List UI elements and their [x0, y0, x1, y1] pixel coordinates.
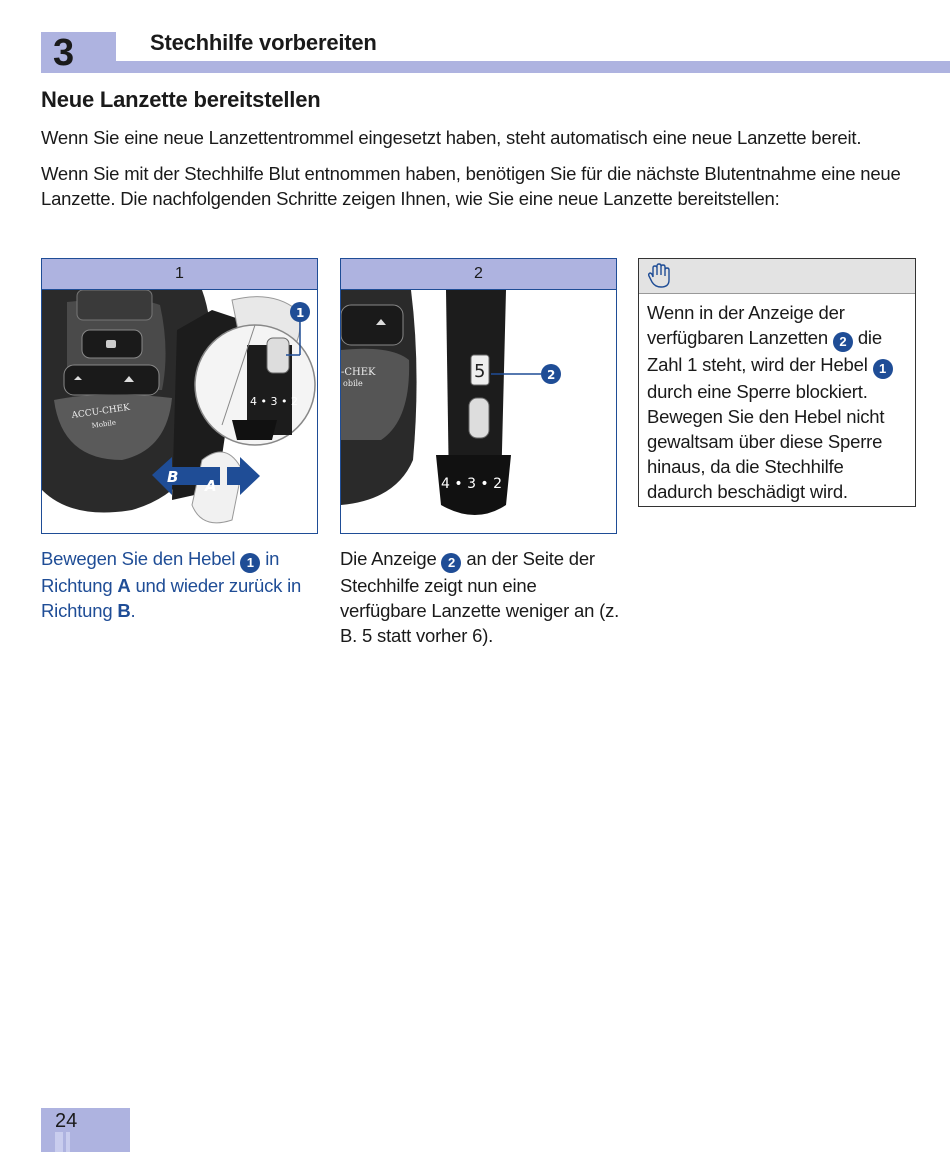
- step-2-illustration: [341, 290, 616, 534]
- note-badge-1: 1: [873, 359, 893, 379]
- step-1-number: 1: [42, 259, 317, 290]
- step-1-callout: 1: [296, 306, 305, 320]
- intro-paragraph-2: Wenn Sie mit der Stechhilfe Blut entnommen haben, benötigen Sie für die nächste Blutentnahme eine neue Lanzette. Die nachfolgenden Schritte zeigen Ihnen, wie Sie eine neue Lanzette bereitstellen:: [41, 163, 901, 209]
- page-number: 24: [55, 1110, 78, 1132]
- warning-note-header: [639, 259, 915, 294]
- intro-paragraph-1: Wenn Sie eine neue Lanzettentrommel eingesetzt haben, steht automatisch eine neue Lanzette bereit.: [41, 127, 862, 148]
- step-2-callout: 2: [547, 368, 556, 382]
- step-2-caption: Die Anzeige 2 an der Seite der Stechhilfe zeigt nun eine verfügbare Lanzette weniger an (z. B. 5 statt vorher 6).: [340, 548, 620, 646]
- page-stripe: [55, 1132, 63, 1152]
- step-2-device-model: obile: [343, 379, 363, 388]
- step-1-figure: [41, 258, 318, 534]
- step-2-dial-numbers: 4 • 3 • 2: [441, 476, 503, 492]
- step-1-caption: Bewegen Sie den Hebel 1 in Richtung A und wieder zurück in Richtung B.: [41, 548, 302, 621]
- step-1-dial-numbers: 4 • 3 • 2: [250, 395, 298, 408]
- step-1-caption-badge: 1: [240, 553, 260, 573]
- warning-note: [638, 258, 916, 507]
- note-badge-2: 2: [833, 332, 853, 352]
- chapter-header-bar: [116, 61, 950, 73]
- chapter-title: Stechhilfe vorbereiten: [150, 30, 377, 55]
- step-1-device-brand: ACCU-CHEK: [71, 402, 131, 421]
- section-title: Neue Lanzette bereitstellen: [41, 87, 321, 112]
- chapter-number: 3: [41, 32, 116, 73]
- step-2-display-digit: 5: [474, 361, 486, 382]
- step-1-arrow-a: A: [205, 477, 217, 495]
- step-1-device-model: Mobile: [91, 418, 117, 430]
- hand-stop-icon: [648, 263, 670, 289]
- step-2-caption-badge: 2: [441, 553, 461, 573]
- step-1-arrow-b: B: [167, 468, 179, 486]
- warning-note-text: Wenn in der Anzeige der verfügbaren Lanzetten 2 die Zahl 1 steht, wird der Hebel 1 durch eine Sperre blockiert. Bewegen Sie den Hebel nicht gewaltsam über diese Sperre hinaus, da die Stechhilfe dadurch beschädigt wird.: [639, 294, 915, 504]
- page-stripe: [66, 1132, 70, 1152]
- step-2-device-brand: -CHEK: [341, 367, 376, 378]
- step-1-illustration: [42, 290, 317, 534]
- step-2-figure: [340, 258, 617, 534]
- step-2-number: 2: [341, 259, 616, 290]
